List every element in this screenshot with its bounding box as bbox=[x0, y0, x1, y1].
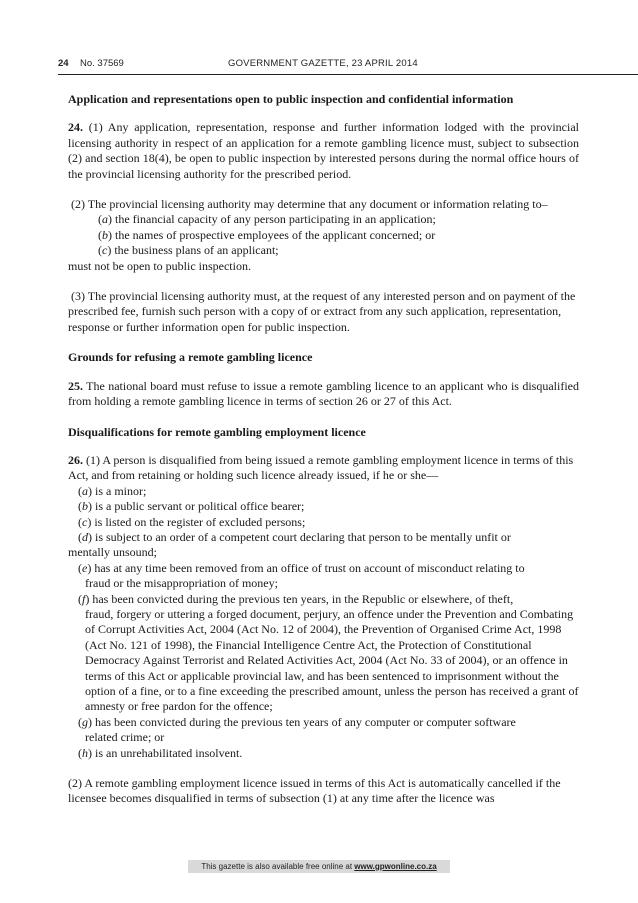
section-24-para-1: 24. (1) Any application, representation, response and further information lodged with the provincial licensing authority in respect of an application for a remote gambling licence must, subject to subsection (2) and section 18(4), be open to public inspection by interested persons during the normal office hours of the provincial licensing authority for the prescribed period. bbox=[68, 120, 579, 181]
section-26-para-1 bbox=[68, 453, 579, 761]
footer-text: This gazette is also available free online at bbox=[201, 862, 355, 871]
section-25-para: 25. The national board must refuse to issue a remote gambling licence to an applicant who is disqualified from holding a remote gambling licence in terms of section 26 or 27 of this Act. bbox=[68, 378, 579, 409]
list-item: (c) the business plans of an applicant; bbox=[98, 243, 279, 258]
gazette-title: GOVERNMENT GAZETTE, 23 APRIL 2014 bbox=[228, 58, 418, 69]
list-item: (g) has been convicted during the previous ten years of any computer or computer software related crime; or bbox=[78, 714, 516, 745]
section-24-para-2-intro: (2) The provincial licensing authority may determine that any document or information relating to– bbox=[71, 197, 548, 212]
page-content bbox=[68, 92, 579, 807]
section-26-intro: 26. (1) A person is disqualified from being issued a remote gambling employment licence in terms of this Act, and from retaining or holding such licence already issued, if he or she— bbox=[68, 452, 574, 483]
gazette-number: No. 37569 bbox=[80, 58, 124, 69]
page-number: 24 bbox=[58, 58, 69, 69]
section-25-heading: Grounds for refusing a remote gambling licence bbox=[68, 350, 313, 365]
list-item: (c) is listed on the register of excluded persons; bbox=[78, 514, 306, 529]
section-24-heading: Application and representations open to public inspection and confidential information bbox=[68, 92, 514, 106]
list-item: (e) has at any time been removed from an office of trust on account of misconduct relating to fraud or the misappropriation of money; bbox=[78, 560, 525, 591]
section-number: 24. bbox=[68, 120, 83, 135]
page-header bbox=[58, 56, 638, 75]
list-item: (d) is subject to an order of a competent court declaring that person to be mentally unfit or mentally unsound; bbox=[68, 529, 511, 560]
footer-link[interactable]: www.gpwonline.co.za bbox=[354, 862, 437, 871]
list-item: (a) is a minor; bbox=[78, 483, 147, 498]
list-item: (h) is an unrehabilitated insolvent. bbox=[78, 745, 243, 760]
section-24-para-2-end: must not be open to public inspection. bbox=[68, 258, 251, 273]
section-number: 25. bbox=[68, 378, 83, 393]
footer-notice bbox=[188, 860, 450, 873]
section-24-para-3: (3) The provincial licensing authority must, at the request of any interested person and on payment of the prescribed fee, furnish such person with a copy of or extract from any such application, representation, response or further information open for public inspection. bbox=[68, 289, 576, 334]
section-26-para-2: (2) A remote gambling employment licence issued in terms of this Act is automatically cancelled if the licensee becomes disqualified in terms of subsection (1) at any time after the licence was bbox=[68, 776, 561, 806]
section-26-heading: Disqualifications for remote gambling employment licence bbox=[68, 424, 366, 439]
section-number: 26. bbox=[68, 452, 83, 467]
list-item: (a) the financial capacity of any person participating in an application; bbox=[98, 212, 436, 227]
list-item: (f) has been convicted during the previous ten years, in the Republic or elsewhere, of theft, fraud, forgery or uttering a forged document, perjury, an offence under the Prevention and Combating of Corrupt Activities Act, 2004 (Act No. 12 of 2004), the Prevention of Organised Crime Act, 1998 (Act No. 121 of 1998), the Financial Intelligence Centre Act, the Protection of Constitutional Democracy Against Terrorist and Related Activities Act, 2004 (Act No. 33 of 2004), or an offence in terms of this Act or applicable provincial law, and has been sentenced to imprisonment without the option of a fine, or to a fine exceeding the prescribed amount, unless the person has received a grant of amnesty or free pardon for the offence; bbox=[78, 591, 579, 714]
list-item: (b) is a public servant or political office bearer; bbox=[78, 499, 305, 514]
section-24-para-2 bbox=[68, 197, 579, 274]
list-item: (b) the names of prospective employees of the applicant concerned; or bbox=[98, 227, 436, 242]
